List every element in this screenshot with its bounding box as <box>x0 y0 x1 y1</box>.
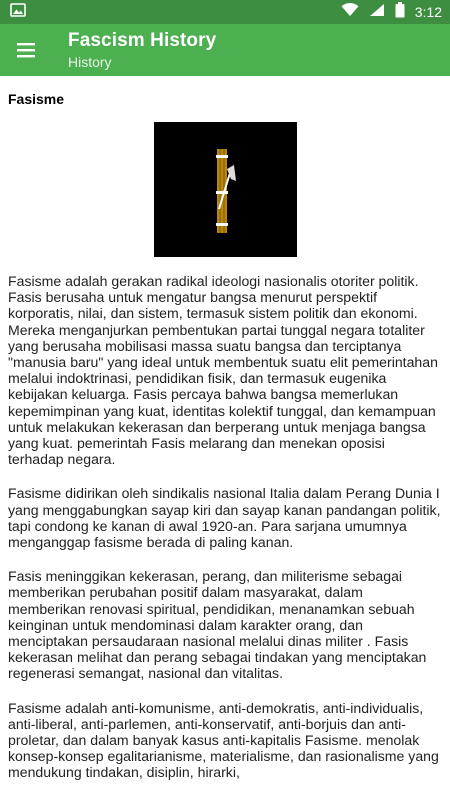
article-paragraph: Fasisme didirikan oleh sindikalis nasional Italia dalam Perang Dunia I yang menggabungkan sayap kiri dan sayap kanan pandangan politik, tapi condong ke kanan di awal 1920-an. Para sarjana umumnya menganggap fasisme berada di paling kanan. <box>8 485 441 551</box>
article-image-wrap <box>8 122 442 257</box>
status-left <box>10 3 26 22</box>
battery-icon <box>395 2 405 23</box>
signal-icon <box>369 3 385 22</box>
article-paragraph: Fasisme adalah gerakan radikal ideologi nasionalis otoriter politik. Fasis berusaha untuk mengatur bangsa menurut perspektif korporatis, nilai, dan sistem, termasuk sistem politik dan ekonomi. Mereka menganjurkan pembentukan partai tunggal negara totaliter yang berusaha mobilisasi massa suatu bangsa dan terciptanya "manusia baru" yang ideal untuk membentuk suatu elit pemerintahan melalui indoktrinasi, pendidikan fisik, dan termasuk eugenika kebijakan keluarga. Fasis percaya bahwa bangsa memerlukan kepemimpinan yang kuat, identitas kolektif tunggal, dan kemampuan untuk melakukan kekerasan dan berperang untuk menjaga bangsa yang kuat. pemerintah Fasis melarang dan menekan oposisi terhadap negara. <box>8 273 438 468</box>
article-paragraph: Fasis meninggikan kekerasan, perang, dan militerisme sebagai memberikan perubahan positif dalam masyarakat, dalam memberikan renovasi spiritual, pendidikan, menanamkan sebuah keinginan untuk mendominasi dalam karakter orang, dan menciptakan persaudaraan nasional melalui dinas militer . Fasis kekerasan melihat dan perang sebagai tindakan yang menciptakan regenerasi semangat, nasional dan vitalitas. <box>8 568 427 682</box>
status-right <box>341 2 442 23</box>
app-subtitle: History <box>68 54 112 70</box>
wifi-icon <box>341 3 359 22</box>
status-time: 3:12 <box>414 4 442 20</box>
fasces-emblem <box>154 122 297 257</box>
hamburger-menu-icon[interactable] <box>14 38 38 62</box>
app-title: Fascism History <box>68 30 217 51</box>
article-content[interactable] <box>0 76 450 800</box>
app-bar <box>0 24 450 76</box>
status-bar <box>0 0 450 24</box>
article-heading: Fasisme <box>8 91 65 107</box>
image-icon <box>10 3 26 22</box>
article-paragraph: Fasisme adalah anti-komunisme, anti-demokratis, anti-individualis, anti-liberal, anti-parlemen, anti-konservatif, anti-borjuis dan anti-proletar, dan dalam banyak kasus anti-kapitalis Fasisme. menolak konsep-konsep egalitarianisme, materialisme, dan rasionalisme yang mendukung tindakan, disiplin, hirarki, <box>8 699 439 781</box>
